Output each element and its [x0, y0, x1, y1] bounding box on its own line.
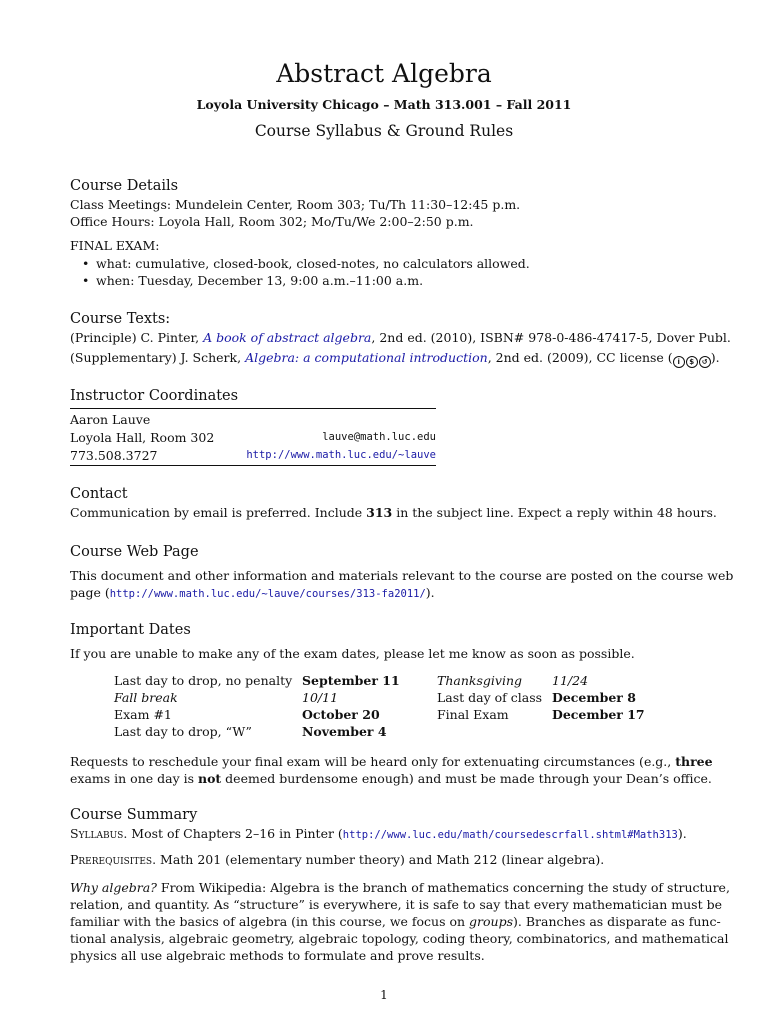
contact-text: Communication by email is preferred. Include 313 in the subject line. Expect a reply within 48 hours. [70, 505, 717, 520]
final-exam-what: • what: cumulative, closed-book, closed-notes, no calculators allowed. [82, 256, 530, 271]
syllabus-line: Syllabus. Most of Chapters 2–16 in Pinter (http://www.luc.edu/math/coursedescrfall.shtml#Math313). [70, 826, 687, 841]
section-heading-instructor: Instructor Coordinates [70, 388, 239, 404]
why-algebra-line4: tional analysis, algebraic geometry, algebraic topology, coding theory, combinatorics, and mathematical [70, 931, 729, 946]
course-web-link[interactable]: http://www.math.luc.edu/∼lauve/courses/313-fa2011/ [109, 588, 426, 600]
office-hours: Office Hours: Loyola Hall, Room 302; Mo/Tu/We 2:00–2:50 p.m. [70, 214, 474, 229]
course-description-link[interactable]: http://www.luc.edu/math/coursedescrfall.shtml#Math313 [342, 829, 678, 841]
instructor-name: Aaron Lauve [70, 412, 151, 427]
web-text-line2: page (http://www.math.luc.edu/∼lauve/courses/313-fa2011/). [70, 585, 435, 600]
prerequisites-line: Prerequisites. Math 201 (elementary number theory) and Math 212 (linear algebra). [70, 852, 605, 867]
why-algebra-line5: physics all use algebraic methods to formulate and prove results. [70, 948, 485, 963]
date-label: Final Exam [437, 707, 509, 722]
date-value: 10/11 [302, 690, 339, 705]
page-title: Abstract Algebra [276, 59, 492, 88]
date-value: November 4 [302, 724, 387, 739]
text-supplementary: (Supplementary) J. Scherk, Algebra: a computational introduction, 2nd ed. (2009), CC license ( i $ ↺ ). [70, 350, 720, 366]
section-heading-contact: Contact [70, 486, 128, 502]
cc-nc-icon: $ [686, 356, 698, 368]
book-title-link[interactable]: A book of abstract algebra [203, 330, 372, 345]
class-meetings: Class Meetings: Mundelein Center, Room 303; Tu/Th 11:30–12:45 p.m. [70, 197, 521, 212]
section-heading-web: Course Web Page [70, 544, 199, 560]
table-bottom-rule [70, 465, 436, 466]
reschedule-line1: Requests to reschedule your final exam will be heard only for extenuating circumstances (e.g., three [70, 754, 713, 769]
section-heading-details: Course Details [70, 178, 179, 194]
instructor-url-link[interactable]: http://www.math.luc.edu/∼lauve [246, 449, 436, 461]
date-label: Thanksgiving [437, 673, 522, 688]
section-heading-summary: Course Summary [70, 807, 198, 823]
final-exam-when: • when: Tuesday, December 13, 9:00 a.m.–11:00 a.m. [82, 273, 424, 288]
book-title-link[interactable]: Algebra: a computational introduction [245, 350, 488, 365]
instructor-phone: 773.508.3727 [70, 448, 158, 463]
table-top-rule [70, 408, 436, 409]
date-value: September 11 [302, 673, 400, 688]
date-value: December 8 [552, 690, 636, 705]
date-label: Fall break [114, 690, 178, 705]
cc-sa-icon: ↺ [699, 356, 711, 368]
web-text-line1: This document and other information and materials relevant to the course are posted on the course web [70, 568, 734, 583]
course-subtitle: Loyola University Chicago – Math 313.001 – Fall 2011 [196, 97, 572, 112]
instructor-email[interactable]: lauve@math.luc.edu [322, 431, 436, 443]
instructor-office: Loyola Hall, Room 302 [70, 430, 215, 445]
why-algebra-line2: relation, and quantity. As “structure” is everywhere, it is safe to say that every mathematician must be [70, 897, 722, 912]
date-label: Last day of class [437, 690, 543, 705]
cc-by-icon: i [673, 356, 685, 368]
section-heading-dates: Important Dates [70, 622, 191, 638]
section-heading-texts: Course Texts: [70, 311, 171, 327]
bullet-icon: • [82, 256, 90, 271]
date-value: 11/24 [552, 673, 589, 688]
document-subtitle: Course Syllabus & Ground Rules [254, 122, 514, 140]
why-algebra-line3: familiar with the basics of algebra (in this course, we focus on groups). Branches as disparate as func- [70, 914, 721, 929]
date-label: Last day to drop, no penalty [114, 673, 293, 688]
date-value: December 17 [552, 707, 645, 722]
why-algebra-line1: Why algebra? From Wikipedia: Algebra is the branch of mathematics concerning the study of structure, [70, 880, 730, 895]
reschedule-line2: exams in one day is not deemed burdensome enough) and must be made through your Dean’s office. [70, 771, 712, 786]
date-label: Exam #1 [114, 707, 172, 722]
text-principle: (Principle) C. Pinter, A book of abstract algebra, 2nd ed. (2010), ISBN# 978-0-486-47417-5, Dover Publ. [70, 330, 731, 345]
dates-intro: If you are unable to make any of the exam dates, please let me know as soon as possible. [70, 646, 635, 661]
page-number: 1 [380, 988, 388, 1002]
final-exam-label: FINAL EXAM: [70, 238, 160, 253]
cc-license-icons [673, 356, 711, 368]
bullet-icon: • [82, 273, 90, 288]
date-label: Last day to drop, “W” [114, 724, 252, 739]
date-value: October 20 [302, 707, 380, 722]
